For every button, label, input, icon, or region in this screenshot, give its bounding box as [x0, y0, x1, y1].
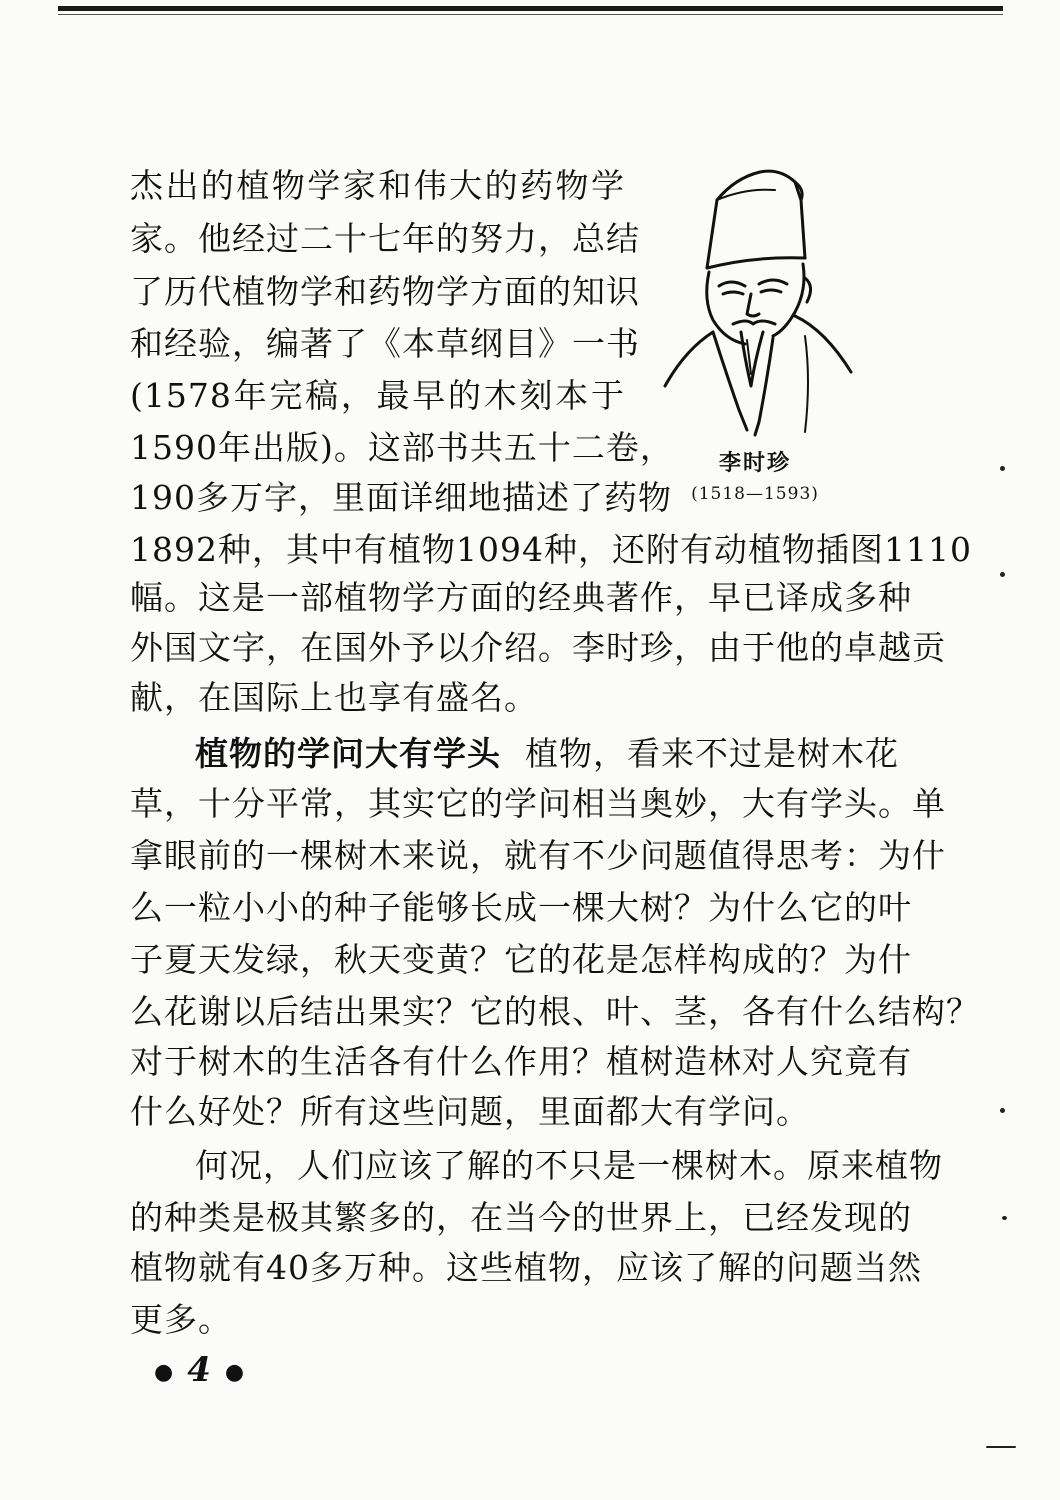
- text-line: 对于树木的生活各有什么作用？植树造林对人究竟有: [130, 1042, 912, 1081]
- text-line: 草，十分平常，其实它的学问相当奥妙，大有学头。单: [130, 784, 946, 823]
- text-line: 什么好处？所有这些问题，里面都大有学问。: [130, 1092, 810, 1131]
- scan-speck: [986, 1446, 1016, 1448]
- page-number-value: 4: [187, 1350, 211, 1390]
- text-line: 190多万字，里面详细地描述了药物: [130, 478, 672, 517]
- portrait-caption-name: 李时珍: [718, 450, 791, 476]
- text-line: 杰出的植物学家和伟大的药物学: [130, 166, 625, 205]
- top-border-rule-thin: [58, 14, 1003, 15]
- text-line: (1578年完稿，最早的木刻本于: [130, 376, 625, 415]
- scan-speck: [1000, 1108, 1005, 1113]
- scan-speck: [1000, 466, 1005, 471]
- scan-speck: [1000, 572, 1005, 577]
- text-line: 何况，人们应该了解的不只是一棵树木。原来植物: [195, 1146, 943, 1185]
- text-line: 1590年出版)。这部书共五十二卷，: [130, 428, 674, 467]
- text-line: 了历代植物学和药物学方面的知识: [130, 272, 640, 311]
- text-line: 和经验，编著了《本草纲目》一书: [130, 324, 640, 363]
- section-first-line-text: 植物，看来不过是树木花: [525, 734, 899, 773]
- text-line: 家。他经过二十七年的努力，总结: [130, 219, 640, 258]
- text-line: 子夏天发绿，秋天变黄？它的花是怎样构成的？为什: [130, 940, 912, 979]
- li-shizhen-portrait: [655, 160, 855, 440]
- bullet-icon: ●: [154, 1359, 174, 1385]
- text-line: 么花谢以后结出果实？它的根、叶、茎，各有什么结构？: [130, 992, 980, 1031]
- text-line: 献，在国际上也享有盛名。: [130, 678, 538, 717]
- bullet-icon: ●: [224, 1359, 245, 1385]
- text-line: 拿眼前的一棵树木来说，就有不少问题值得思考：为什: [130, 836, 946, 875]
- section-first-line: [195, 734, 899, 774]
- text-line: 么一粒小小的种子能够长成一棵大树？为什么它的叶: [130, 888, 912, 927]
- text-line: 植物就有40多万种。这些植物，应该了解的问题当然: [130, 1248, 922, 1287]
- top-border-rule: [58, 6, 1003, 11]
- scan-speck: [1002, 1216, 1007, 1220]
- text-line: 幅。这是一部植物学方面的经典著作，早已译成多种: [130, 578, 912, 617]
- section-heading: 植物的学问大有学头: [195, 734, 501, 773]
- text-line: 的种类是极其繁多的，在当今的世界上，已经发现的: [130, 1198, 912, 1237]
- text-line: 外国文字，在国外予以介绍。李时珍，由于他的卓越贡: [130, 628, 946, 667]
- text-line: 更多。: [130, 1300, 232, 1339]
- page-number: [140, 1350, 258, 1390]
- text-line: 1892种，其中有植物1094种，还附有动植物插图1110: [130, 530, 972, 569]
- portrait-caption-years: (1518—1593): [691, 484, 819, 504]
